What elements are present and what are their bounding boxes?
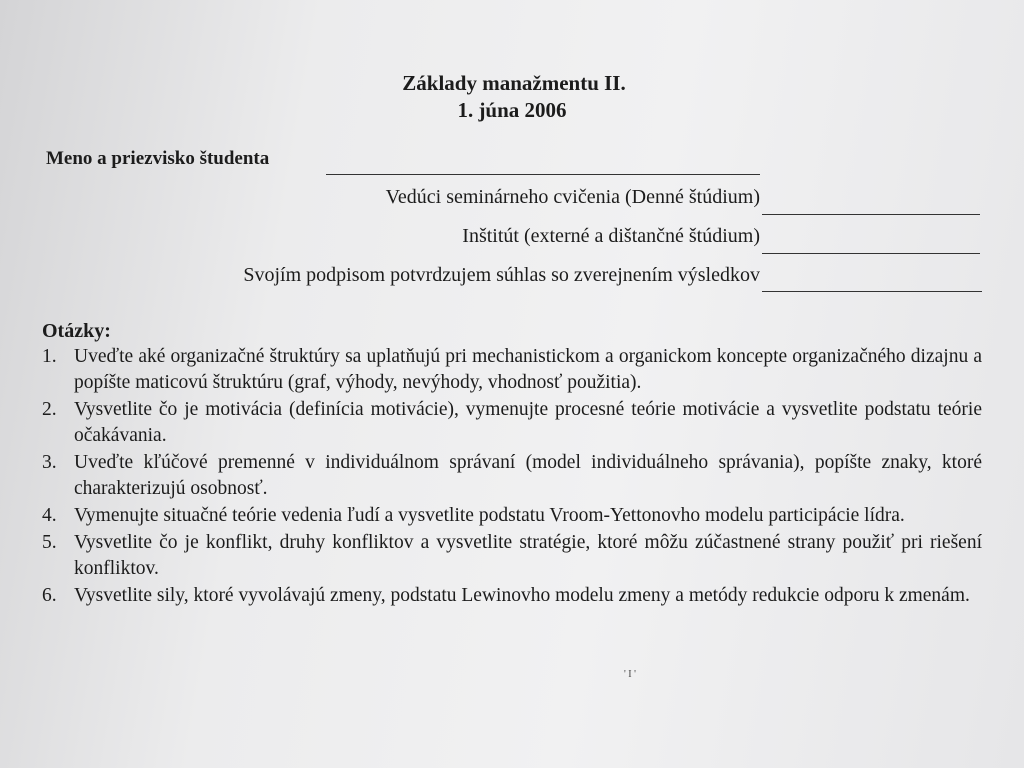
- question-item: [42, 397, 982, 449]
- question-number: 1.: [42, 346, 57, 367]
- page-mark: ' I ': [624, 669, 636, 680]
- question-text: Uveďte kľúčové premenné v individuálnom správaní (model individuálneho správania), popíšte znaky, ktoré charakterizujú osobnosť.: [74, 452, 982, 499]
- question-text: Uveďte aké organizačné štruktúry sa uplatňujú pri mechanistickom a organickom koncepte organizačného dizajnu a popíšte maticovú štruktúru (graf, výhody, nevýhody, vhodnosť použitia).: [74, 346, 982, 393]
- signature-line[interactable]: [762, 291, 982, 292]
- question-number: 5.: [42, 532, 57, 553]
- question-number: 2.: [42, 399, 57, 420]
- question-item: [42, 344, 982, 396]
- institute-line[interactable]: [762, 253, 980, 254]
- institute-label: Inštitút (externé a dištančné štúdium): [462, 225, 760, 247]
- student-name-label: Meno a priezvisko študenta: [46, 148, 270, 169]
- question-number: 6.: [42, 585, 57, 606]
- seminar-leader-line[interactable]: [762, 214, 980, 215]
- student-name-line[interactable]: [326, 174, 760, 175]
- question-item: [42, 583, 982, 609]
- questions-heading: Otázky:: [42, 320, 111, 342]
- document-date: 1. júna 2006: [457, 98, 567, 122]
- question-text: Vymenujte situačné teórie vedenia ľudí a vysvetlite podstatu Vroom-Yettonovho modelu participácie lídra.: [74, 505, 905, 526]
- question-item: [42, 450, 982, 502]
- question-item: [42, 503, 982, 529]
- questions-list: [42, 344, 982, 610]
- question-number: 3.: [42, 452, 57, 473]
- question-number: 4.: [42, 505, 57, 526]
- seminar-leader-label: Vedúci seminárneho cvičenia (Denné štúdium): [385, 186, 760, 208]
- document-header: [0, 70, 1024, 124]
- question-text: Vysvetlite sily, ktoré vyvolávajú zmeny, podstatu Lewinovho modelu zmeny a metódy redukcie odporu k zmenám.: [74, 585, 970, 606]
- document-title: Základy manažmentu II.: [402, 71, 626, 95]
- question-text: Vysvetlite čo je konflikt, druhy konfliktov a vysvetlite stratégie, ktoré môžu zúčastnené strany použiť pri riešení konfliktov.: [74, 532, 982, 579]
- consent-label: Svojím podpisom potvrdzujem súhlas so zverejnením výsledkov: [243, 264, 760, 286]
- question-item: [42, 530, 982, 582]
- question-text: Vysvetlite čo je motivácia (definícia motivácie), vymenujte procesné teórie motivácie a vysvetlite podstatu teórie očakávania.: [74, 399, 982, 446]
